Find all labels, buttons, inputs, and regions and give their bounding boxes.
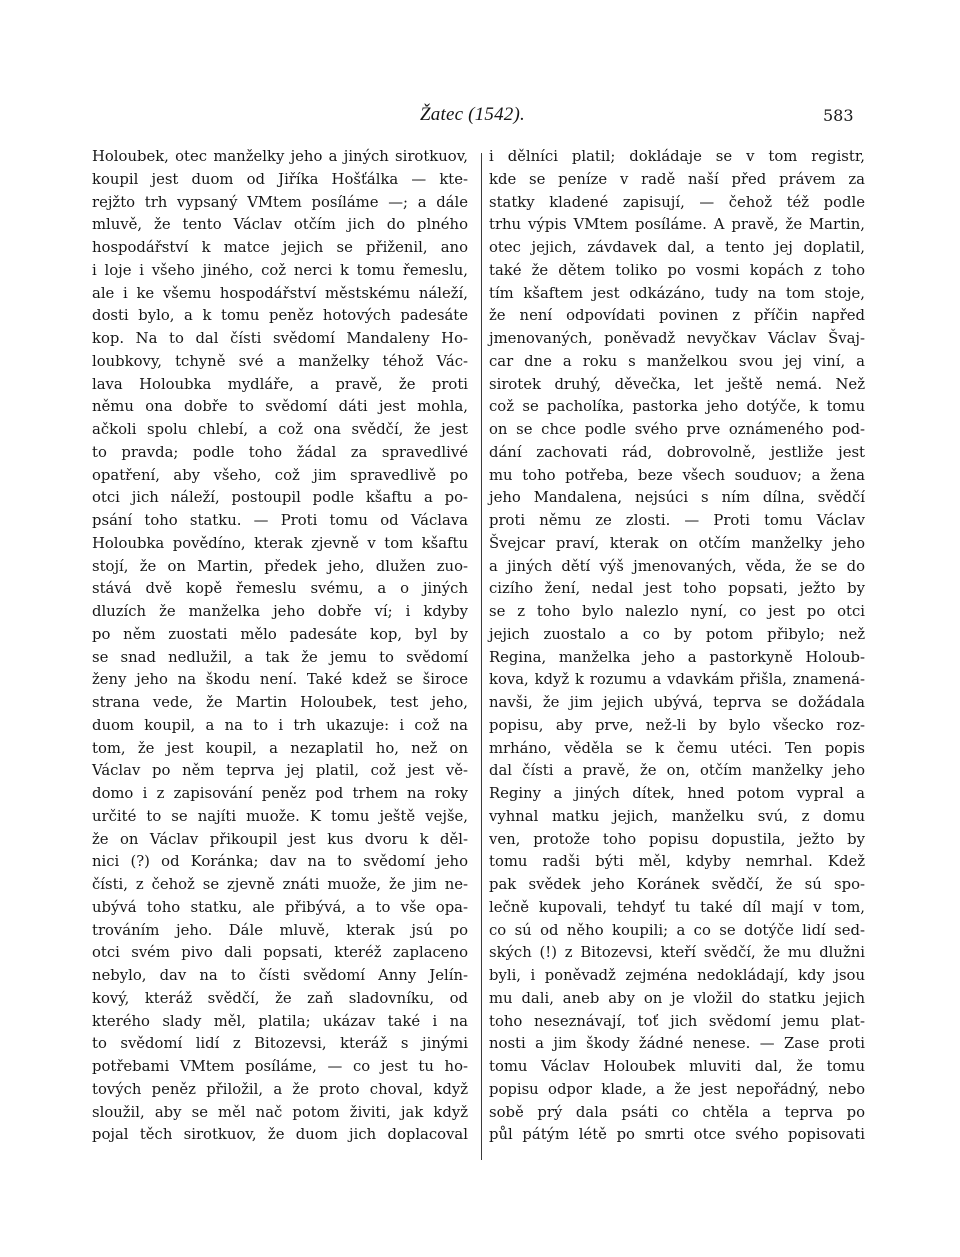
text-line: loubkovy, tchyně své a manželky téhož Vác- (92, 352, 468, 370)
text-line: opatření, aby všeho, což jim spravedlivě po (92, 466, 468, 484)
text-line: kde se peníze v radě naší před právem za (489, 170, 865, 188)
text-line: jmenovaných, poněvadž nevyčkav Václav Švaj- (489, 330, 865, 347)
text-line: Regina, manželka jeho a pastorkyně Holoub- (489, 648, 865, 666)
left-text-column (92, 146, 468, 1147)
text-line: dání zachovati rád, dobrovolně, jestliže jest (489, 443, 865, 461)
text-line: kop. Na to dal čísti svědomí Mandaleny Ho- (92, 330, 468, 347)
text-line: jeho Mandalena, nejsúci s ním dílna, svědčí (489, 489, 865, 507)
text-line: dosti bylo, a k tomu peněz hotových padesáte (92, 307, 468, 325)
text-line: lava Holoubka mydláře, a pravě, že proti (92, 375, 468, 393)
text-line: byli, i poněvadž zejména nedokládají, kdy jsou (489, 967, 865, 984)
text-line: car dne a roku s manželkou svou jej viní, a (489, 352, 865, 370)
text-line: statky kladené zapisují, — čehož též podle (489, 193, 865, 211)
text-line: němu ona dobře to svědomí dáti jest mohla, (92, 398, 468, 416)
text-line: mluvě, že tento Václav otčím jich do plného (92, 216, 468, 234)
text-line: také že dětem toliko po vosmi kopách z toho (489, 261, 865, 279)
text-line: se snad nedlužil, a tak že jemu to svědomí (92, 648, 468, 666)
text-line: pojal těch sirotkuov, že duom jich doplacoval (92, 1126, 468, 1144)
text-line: mu toho potřeba, beze všech souduov; a žena (489, 466, 865, 484)
text-line: tom, že jest koupil, a nezaplatil ho, než on (92, 739, 468, 757)
text-line: dluzích že manželka jeho dobře ví; i kdyby (92, 603, 468, 620)
text-line: tím kšaftem jest odkázáno, tudy na tom stoje, (489, 284, 865, 302)
text-line: to svědomí lidí z Bitozevsi, kteráž s jinými (92, 1035, 468, 1053)
text-line: strana vede, že Martin Holoubek, test jeho, (92, 694, 468, 711)
text-line: otci svém pivo dali popsati, kteréž zaplaceno (92, 944, 468, 962)
text-line: Švejcar praví, kterak on otčím manželky jeho (489, 534, 865, 552)
text-line: po něm zuostati mělo padesáte kop, byl by (92, 625, 468, 643)
running-title: Žatec (1542). (420, 104, 525, 125)
page-number: 583 (823, 106, 854, 125)
column-divider (481, 153, 482, 1160)
text-line: kový, kteráž svědčí, že zaň sladovníku, od (92, 989, 468, 1007)
text-line: ačkoli spolu chlebí, a což ona svědčí, že jest (92, 421, 468, 438)
text-line: ven, protože toho popisu dopustila, ježto by (489, 830, 865, 848)
text-line: nici (?) od Koránka; dav na to svědomí jeho (92, 853, 468, 871)
text-line: sirotek druhý, děvečka, let ještě nemá. Než (489, 375, 865, 393)
text-line: dal čísti a pravě, že on, otčím manželky jeho (489, 762, 865, 780)
text-line: že není odpovídati povinen z příčin napřed (489, 307, 865, 325)
text-line: určité to se najíti muože. K tomu ještě vejše, (92, 807, 468, 825)
text-line: i loje i všeho jiného, což nerci k tomu řemeslu, (92, 261, 468, 279)
text-line: a jiných dětí výš jmenovaných, věda, že se do (489, 557, 865, 575)
text-line: hospodářství k matce jejich se přiženil, ano (92, 239, 468, 256)
text-line: cizího žení, nedal jest toho popsati, ježto by (489, 580, 865, 598)
text-line: toho neseznávají, toť jich svědomí jemu plat- (489, 1012, 865, 1030)
text-line: sobě prý dala psáti co chtěla a teprva po (489, 1103, 865, 1121)
text-line: popisu odpor klade, a že jest nepořádný, nebo (489, 1080, 865, 1098)
text-line: trováním jeho. Dále mluvě, kterak jsú po (92, 921, 468, 939)
text-line: on se chce podle svého prve oznámeného pod- (489, 421, 865, 438)
text-line: duom koupil, a na to i trh ukazuje: i což na (92, 716, 468, 734)
text-line: jejich zuostalo a co by potom přibylo; než (489, 625, 865, 643)
text-line: mrháno, věděla se k čemu utéci. Ten popis (489, 739, 865, 757)
text-line: rejžto trh vypsaný VMtem posíláme —; a dále (92, 193, 468, 211)
text-line: Václav po něm teprva jej platil, což jest vě- (92, 762, 468, 780)
text-line: kterého slady měl, platila; ukázav také i na (92, 1012, 468, 1030)
text-line: kova, když k rozumu a vdavkám přišla, znamená- (489, 671, 865, 689)
text-line: nebylo, dav na to čísti svědomí Anny Jelín- (92, 967, 468, 984)
text-line: tomu Václav Holoubek mluviti dal, že tomu (489, 1058, 865, 1075)
text-line: potřebami VMtem posíláme, — co jest tu ho- (92, 1058, 468, 1075)
text-line: otec jejich, závdavek dal, a tento jej doplatil, (489, 239, 865, 256)
text-line: co sú od něho koupili; a co se dotýče lidí sed- (489, 921, 865, 939)
text-line: Holoubek, otec manželky jeho a jiných sirotkuov, (92, 148, 468, 165)
text-line: což se pacholíka, pastorka jeho dotýče, k tomu (489, 398, 865, 416)
text-line: to pravda; podle toho žádal za spravedlivé (92, 443, 468, 461)
text-line: půl pátým létě po smrti otce svého popisovati (489, 1126, 865, 1144)
text-line: ských (!) z Bitozevsi, kteří svědčí, že mu dlužni (489, 944, 865, 962)
text-line: ženy jeho na škodu není. Také kdež se široce (92, 671, 468, 689)
text-line: trhu výpis VMtem posíláme. A pravě, že Martin, (489, 216, 865, 234)
text-line: i dělníci platil; dokládaje se v tom registr, (489, 148, 865, 165)
text-line: stává dvě kopě řemeslu svému, a o jiných (92, 580, 468, 598)
text-line: stojí, že on Martin, předek jeho, dlužen zuo- (92, 557, 468, 575)
text-line: Holoubka povědíno, kterak zjevně v tom kšaftu (92, 534, 468, 552)
text-line: navši, že jim jejich ubývá, teprva se dožádala (489, 694, 865, 711)
text-line: tomu radši býti měl, kdyby nemrhal. Kdež (489, 853, 865, 871)
text-line: čísti, z čehož se zjevně znáti muože, že jim ne- (92, 876, 468, 893)
text-line: ale i ke všemu hospodářství městskému náleží, (92, 284, 468, 302)
text-line: lečně kupovali, tehdyť tu také díl mají v tom, (489, 898, 865, 916)
text-line: mu dali, aneb aby on je vložil do statku jejich (489, 989, 865, 1007)
text-line: nosti a jim škody žádné nenese. — Zase proti (489, 1035, 865, 1053)
text-line: tových peněz přiložil, a že proto choval, když (92, 1080, 468, 1098)
text-line: otci jich náleží, postoupil podle kšaftu a po- (92, 489, 468, 507)
text-line: že on Václav přikoupil jest kus dvoru k děl- (92, 830, 468, 848)
text-line: koupil jest duom od Jiříka Hošťálka — kte- (92, 170, 468, 188)
text-line: vyhnal matku jejich, manželku svú, z domu (489, 807, 865, 825)
text-line: proti němu ze zlosti. — Proti tomu Václav (489, 512, 865, 529)
text-line: ubývá toho statku, ale přibývá, a to vše opa- (92, 898, 468, 916)
text-line: pak svědek jeho Koránek svědčí, že sú spo- (489, 876, 865, 893)
right-text-column (489, 146, 865, 1147)
text-line: Reginy a jiných dítek, hned potom vypral a (489, 785, 865, 802)
text-line: domo i z zapisování peněz pod trhem na roky (92, 785, 468, 802)
text-line: psání toho statku. — Proti tomu od Václava (92, 512, 468, 529)
text-line: se z toho bylo nalezlo nyní, co jest po otci (489, 603, 865, 620)
text-line: sloužil, aby se měl nač potom živiti, jak když (92, 1103, 468, 1121)
text-line: popisu, aby prve, než-li by bylo všecko roz- (489, 716, 865, 734)
